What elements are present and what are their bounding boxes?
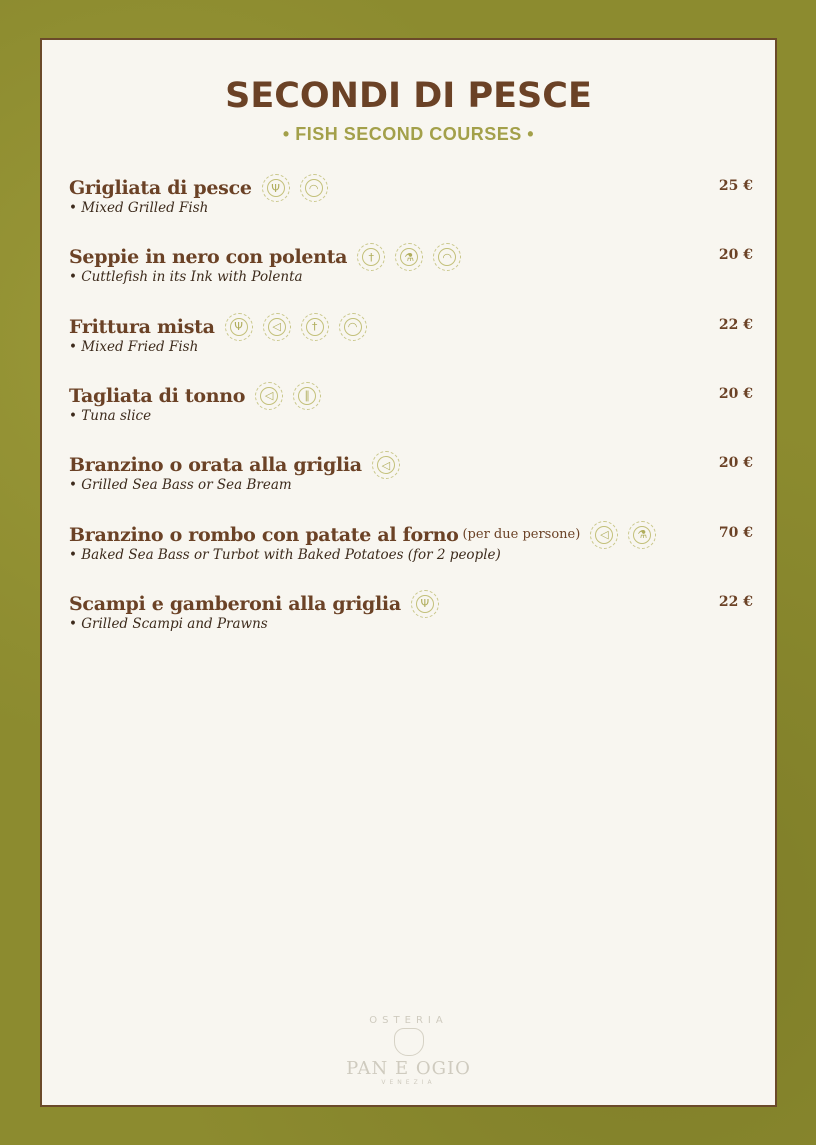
item-price: 25 € [718, 178, 753, 194]
item-price: 22 € [718, 593, 753, 610]
allergen-icons [255, 382, 321, 410]
fish-icon: ◁ [255, 382, 283, 410]
allergen-icons [357, 243, 461, 271]
crustaceans-icon: Ψ [262, 174, 290, 202]
fish-icon: ◁ [372, 451, 400, 479]
item-price: 20 € [718, 385, 753, 402]
item-description: • Tuna slice [69, 407, 152, 424]
menu-item [69, 243, 753, 285]
restaurant-logo [42, 1015, 775, 1086]
item-description: • Baked Sea Bass or Turbot with Baked Potatoes (for 2 people) [69, 546, 501, 563]
allergen-icons [590, 521, 656, 549]
item-description: • Mixed Grilled Fish [69, 200, 209, 216]
item-name: Branzino o orata alla griglia [69, 454, 362, 477]
logo-top-text: OSTERIA [369, 1015, 448, 1026]
item-description: • Grilled Scampi and Prawns [69, 615, 268, 632]
menu-item [69, 521, 753, 563]
item-price: 20 € [718, 455, 753, 472]
menu-card [40, 38, 777, 1107]
sulphites-icon: ⚗ [628, 521, 656, 549]
logo-bottom-text: VENEZIA [381, 1079, 436, 1086]
item-name: Seppie in nero con polenta [69, 246, 348, 269]
logo-name: PAN E OGIO [346, 1058, 471, 1079]
item-note: (per due persone) [462, 527, 581, 542]
allergen-icons [372, 451, 400, 479]
menu-item [69, 382, 753, 424]
sulphites-icon: ⚗ [395, 243, 423, 271]
page-subtitle: • FISH SECOND COURSES • [282, 124, 535, 144]
crustaceans-icon: Ψ [411, 590, 439, 618]
bread-icon [394, 1028, 424, 1056]
item-description: • Grilled Sea Bass or Sea Bream [69, 477, 292, 494]
item-price: 70 € [718, 524, 753, 541]
item-description: • Cuttlefish in its Ink with Polenta [69, 269, 303, 286]
item-price: 22 € [718, 316, 753, 333]
page-title: SECONDI DI PESCE [225, 76, 592, 116]
allergen-icons [225, 313, 367, 341]
celery-icon: † [357, 243, 385, 271]
item-name: Scampi e gamberoni alla griglia [69, 592, 401, 615]
allergen-icons [262, 174, 328, 202]
item-price: 20 € [718, 247, 753, 264]
item-name: Grigliata di pesce [69, 177, 252, 199]
menu-item [69, 451, 753, 493]
fish-icon: ◁ [263, 313, 291, 341]
item-name: Branzino o rombo con patate al forno [69, 523, 459, 546]
crustaceans-icon: Ψ [225, 313, 253, 341]
molluscs-icon: ◠ [339, 313, 367, 341]
fish-icon: ◁ [590, 521, 618, 549]
soy-icon: ∥ [293, 382, 321, 410]
molluscs-icon: ◠ [300, 174, 328, 202]
item-name: Tagliata di tonno [69, 384, 246, 407]
item-description: • Mixed Fried Fish [69, 338, 199, 355]
celery-icon: † [301, 313, 329, 341]
molluscs-icon: ◠ [433, 243, 461, 271]
allergen-icons [411, 590, 439, 618]
menu-item [69, 174, 753, 216]
item-name: Frittura mista [69, 315, 215, 338]
menu-item [69, 590, 753, 632]
menu-item [69, 313, 753, 355]
